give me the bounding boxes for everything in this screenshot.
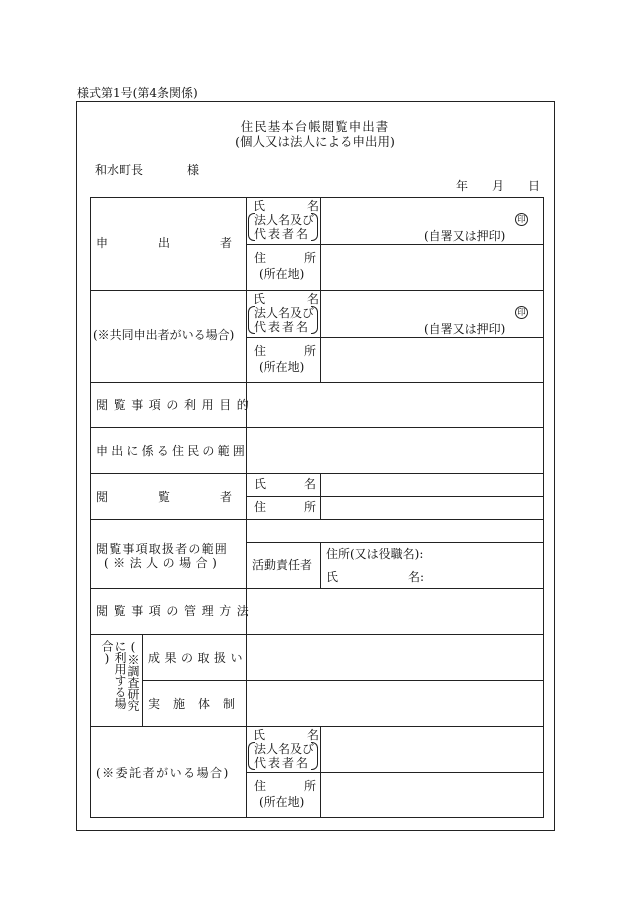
- applicant-signature-note: (自署又は押印): [424, 229, 506, 243]
- purpose-label: 閲覧事項の利用目的: [96, 398, 255, 412]
- manager-address-label: 住所(又は役職名):: [326, 547, 424, 561]
- research-side-label: (※調査研究に利用する場合): [100, 640, 140, 711]
- co-applicant-name-label: 氏名: [253, 292, 362, 306]
- applicant-seal-icon: 印: [515, 213, 528, 226]
- co-applicant-address-label: 住所: [254, 344, 355, 358]
- addressee: 和水町長: [95, 163, 144, 177]
- co-applicant-address-sub: (所在地): [259, 360, 305, 374]
- applicant-name-label: 氏名: [253, 199, 362, 213]
- consignor-rep-label: 代表者名: [254, 756, 311, 770]
- form-title: 住民基本台帳閲覧申出書: [240, 119, 390, 134]
- consignor-address-sub: (所在地): [259, 795, 305, 809]
- form-number: 様式第1号(第4条関係): [77, 86, 198, 100]
- applicant-corp-label: 法人名及び: [254, 213, 315, 227]
- co-applicant-corp-label: 法人名及び: [254, 306, 315, 320]
- scope-label: 申出に係る住民の範囲: [96, 444, 249, 458]
- co-applicant-seal-icon: 印: [515, 306, 528, 319]
- handler-scope-sub: (※法人の場合): [104, 556, 222, 570]
- management-method-label: 閲覧事項の管理方法: [96, 604, 255, 618]
- viewer-address-label: 住所: [254, 500, 355, 514]
- date-year: 年: [456, 179, 469, 193]
- consignor-name-label: 氏名: [253, 728, 362, 742]
- applicant-label: 申出者: [96, 236, 283, 250]
- addressee-suffix: 様: [187, 163, 200, 177]
- consignor-address-label: 住所: [254, 779, 355, 793]
- co-applicant-label: (※共同申出者がいる場合): [93, 328, 235, 342]
- results-handling-label: 成果の取扱い: [148, 651, 248, 665]
- implementation-label: 実施体制: [148, 697, 249, 711]
- applicant-rep-label: 代表者名: [254, 227, 311, 241]
- activity-manager-label: 活動責任者: [252, 558, 313, 572]
- applicant-address-label: 住所: [254, 251, 355, 265]
- co-applicant-signature-note: (自署又は押印): [424, 322, 506, 336]
- manager-name-label-2: 名:: [408, 570, 425, 584]
- consignor-corp-label: 法人名及び: [254, 742, 315, 756]
- form-subtitle: (個人又は法人による申出用): [235, 134, 395, 149]
- applicant-address-sub: (所在地): [259, 267, 305, 281]
- viewer-name-label: 氏名: [254, 477, 355, 491]
- manager-name-label-1: 氏: [326, 570, 339, 584]
- co-applicant-rep-label: 代表者名: [254, 320, 311, 334]
- viewer-label: 閲覧者: [96, 490, 283, 504]
- handler-scope-label: 閲覧事項取扱者の範囲: [96, 542, 229, 556]
- consignor-label: (※委託者がいる場合): [96, 766, 230, 780]
- date-month: 月: [492, 179, 505, 193]
- date-day: 日: [528, 179, 541, 193]
